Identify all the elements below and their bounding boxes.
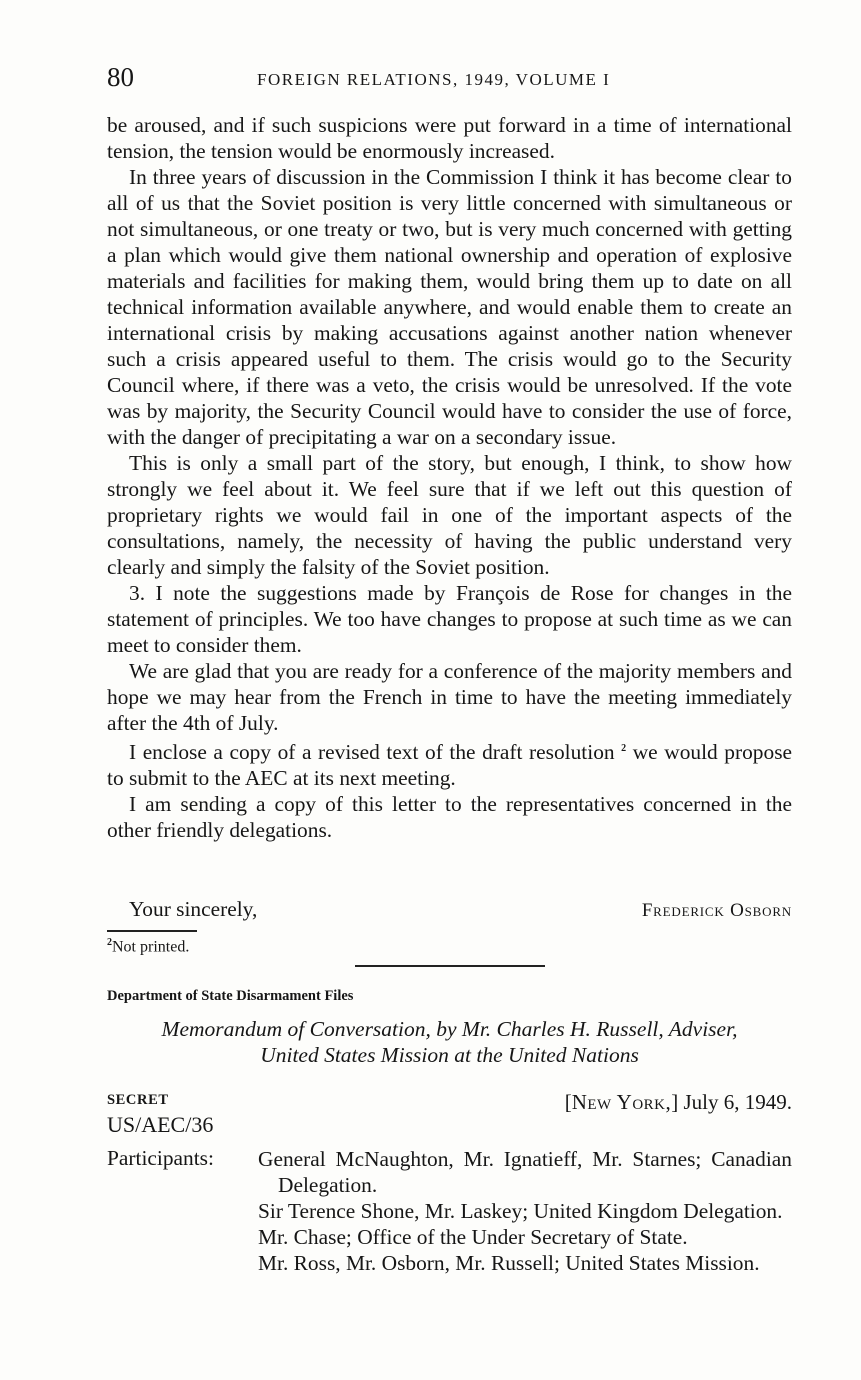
letter-body (107, 112, 792, 843)
dateline (480, 1090, 792, 1115)
participant-entry: Mr. Chase; Office of the Under Secretary of State. (258, 1225, 688, 1249)
letter-paragraph: In three years of discussion in the Commission I think it has become clear to all of us that the Soviet position is very little concerned with simultaneous or not simultaneous, or one treaty or two, but is very much concerned with getting a plan which would give them national ownership and operation of explosive materials and facilities for making them, would bring them up to date on all technical information available anywhere, and would enable them to create an international crisis by making accusations against another nation whenever such a crisis appeared useful to them. The crisis would go to the Security Council where, if there was a veto, the crisis would be unresolved. If the vote was by majority, the Security Council would have to consider the use of force, with the danger of precipitating a war on a secondary issue. (107, 165, 792, 449)
footnote-text: Not printed. (112, 938, 190, 956)
source-note: Department of State Disarmament Files (107, 988, 354, 1004)
classification-marking: SECRET (107, 1092, 169, 1108)
letter-closing (107, 897, 792, 925)
dateline-date: ] July 6, 1949. (671, 1090, 792, 1114)
participant-entry: Sir Terence Shone, Mr. Laskey; United Kingdom Delegation. (258, 1199, 783, 1223)
letter-paragraph: I am sending a copy of this letter to the representatives concerned in the other friendly delegations. (107, 792, 792, 843)
section-divider (355, 965, 545, 967)
participants-label: Participants: (107, 1146, 214, 1170)
document-title (107, 1016, 792, 1068)
letter-paragraph: 3. I note the suggestions made by François de Rose for changes in the statement of principles. We too have changes to propose at such time as we can meet to consider them. (107, 581, 792, 657)
dateline-place: New York, (571, 1090, 672, 1114)
document-title-line: Memorandum of Conversation, by Mr. Charles H. Russell, Adviser, (161, 1017, 738, 1041)
participant-entry: Mr. Ross, Mr. Osborn, Mr. Russell; United States Mission. (258, 1251, 760, 1275)
page-number: 80 (107, 62, 134, 92)
running-head (107, 62, 797, 96)
footnote-reference: 2 (621, 743, 627, 754)
footnote (107, 937, 189, 956)
enclosure-text-end: we would propose to submit to the AEC at its next meeting. (107, 740, 793, 791)
enclosure-text: I enclose a copy of a revised text of the draft resolution (129, 740, 615, 765)
participants-list (258, 1146, 792, 1276)
signature: Frederick Osborn (641, 900, 792, 921)
letter-paragraph: We are glad that you are ready for a conference of the majority members and hope we may hear from the French in time to have the meeting immediately after the 4th of July. (107, 659, 792, 735)
dateline-bracket: [ (564, 1090, 572, 1114)
participant-entry: General McNaughton, Mr. Ignatieff, Mr. Starnes; Canadian Delegation. (258, 1147, 792, 1197)
letter-paragraph: be aroused, and if such suspicions were put forward in a time of international tension, the tension would be enormously increased. (107, 113, 792, 163)
enclosure-paragraph (107, 736, 792, 791)
footnote-rule (107, 930, 197, 932)
letter-paragraph: This is only a small part of the story, but enough, I think, to show how strongly we feel about it. We feel sure that if we left out this question of proprietary rights we would fail in one of the important aspects of the consultations, namely, the necessity of having the public understand very clearly and simply the falsity of the Soviet position. (107, 451, 792, 579)
document-title-line: United States Mission at the United Nations (260, 1043, 639, 1067)
document-number: US/AEC/36 (107, 1112, 214, 1137)
complimentary-close: Your sincerely, (129, 897, 258, 921)
footnote-marker: 2 (107, 937, 112, 948)
series-title: FOREIGN RELATIONS, 1949, VOLUME I (257, 70, 611, 89)
